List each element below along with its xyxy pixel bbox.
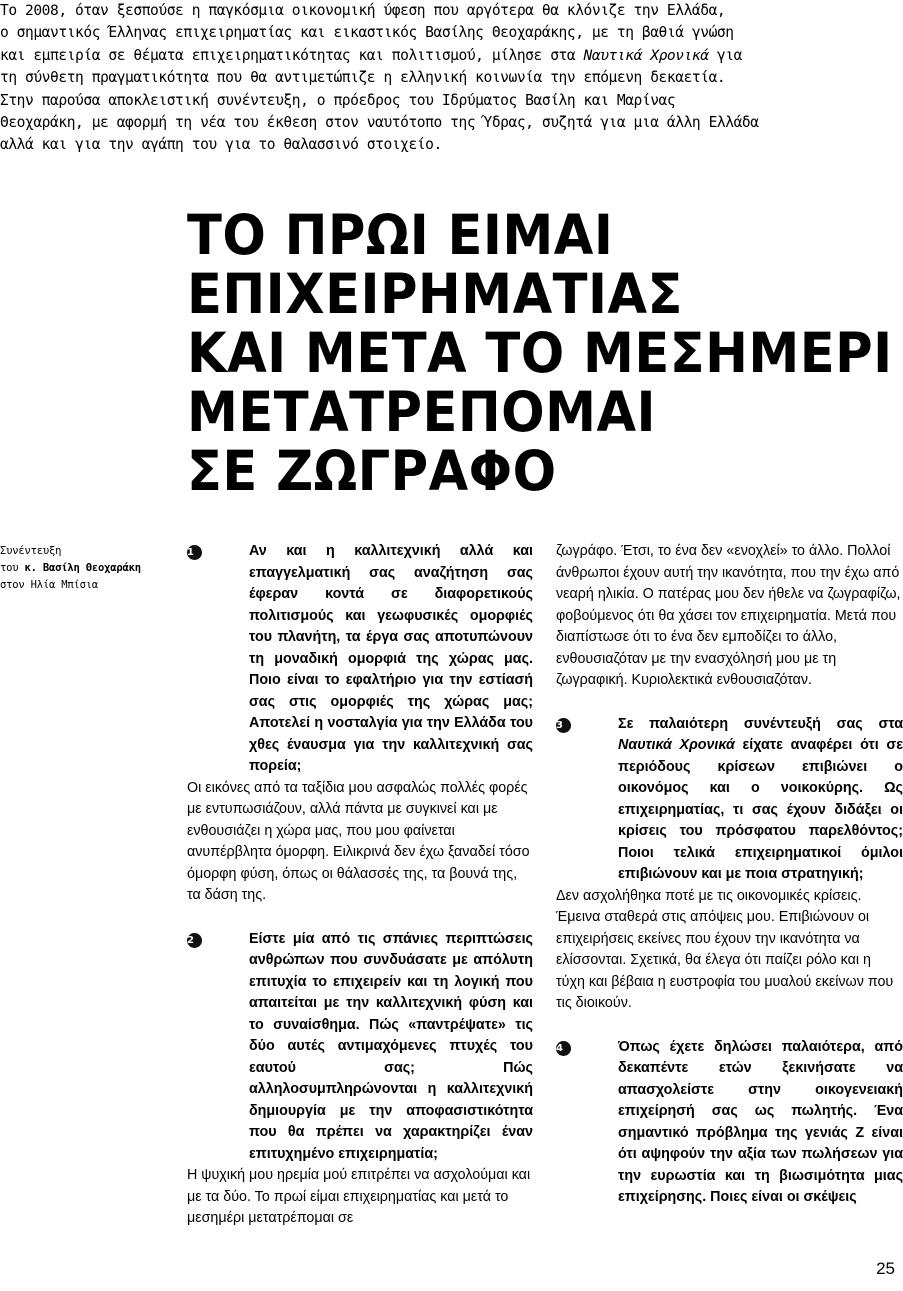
question: 2 Είστε μία από τις σπάνιες περιπτώσεις ανθρώπων που συνδυάσατε με απόλυτη επιτυχία το επιχειρείν και τη λογική που απαιτείται με την καλλιτεχνική φύση και το συναίσθημα. Πώς «παντρέψατε» τις δύο αυτές αντιμαχόμενες πτυχές του εαυτού σας; Πώς αλληλοσυμπληρώνονται η καλλιτεχνική δημιουργία με την αποφασιστικότητα που θα πρέπει να χαρακτηρίζει έναν επιτυχημένο επιχειρηματία;: [187, 930, 533, 1162]
magazine-title: Ναυτικά Χρονικά: [618, 737, 735, 753]
article-column-left: [187, 541, 533, 1230]
headline-line: ΚΑΙ ΜΕΤΑ ΤΟ ΜΕΣΗΜΕΡΙ: [187, 321, 893, 385]
headline-line: ΜΕΤΑΤΡΕΠΟΜΑΙ: [187, 380, 657, 444]
intro-line: Στην παρούσα αποκλειστική συνέντευξη, ο πρόεδρος του Ιδρύματος Βασίλη και Μαρίνας: [0, 91, 676, 109]
intro-line: Το 2008, όταν ξεσπούσε η παγκόσμια οικονομική ύφεση που αργότερα θα κλόνιζε την Ελλάδα,: [0, 2, 726, 19]
qa-block: [187, 929, 533, 1230]
magazine-title: Ναυτικά Χρονικά: [583, 46, 709, 64]
intro-line: και εμπειρία σε θέματα επιχειρηματικότητας και πολιτισμού, μίλησε στα Ναυτικά Χρονικά για: [0, 46, 742, 64]
question-number-badge: 1: [187, 545, 202, 560]
article-column-right: [556, 541, 903, 1209]
qa-block: [187, 541, 533, 907]
question-number-badge: 2: [187, 933, 202, 948]
answer-continued: ζωγράφο. Έτσι, το ένα δεν «ενοχλεί» το άλλο. Πολλοί άνθρωποι έχουν αυτή την ικανότητα, που την έχω από νεαρή ηλικία. Ο πατέρας μου δεν ήθελε να ζωγραφίζω, φοβούμενος ότι θα χάσει τον επιχειρηματία. Μετά που διαπίστωσε ότι το ένα δεν εμποδίζει το άλλο, ενθουσιαζόταν με την ενασχόλησή μου με τη ζωγραφική. Κυριολεκτικά ενθουσιαζόταν.: [556, 543, 901, 688]
question: 1 Αν και η καλλιτεχνική αλλά και επαγγελματική σας αναζήτηση σας έφεραν κοντά σε διαφορετικούς πολιτισμούς και γεωφυσικές ομορφιές του πλανήτη, τα έργα σας αποτυπώνουν τη μοναδική ομορφιά της χώρας μας. Ποιο είναι το εφαλτήριο για την εστίασή σας στις ομορφιές της χώρας μας; Αποτελεί η νοσταλγία για την Ελλάδα του χθες έναυσμα για την καλλιτεχνική σας πορεία;: [187, 543, 533, 774]
answer: Δεν ασχολήθηκα ποτέ με τις οικονομικές κρίσεις. Έμεινα σταθερά στις απόψεις μου. Επιβιώνουν οι επιχειρήσεις εκείνες που έχουν την ικανότητα να ελίσσονται. Σχετικά, θα έλεγα ότι παίζει ρόλο και η τύχη και βέβαια η ευστροφία του μυαλού εκείνων που τις διοικούν.: [556, 887, 894, 1011]
answer: Η ψυχική μου ηρεμία μού επιτρέπει να ασχολούμαι και με τα δύο. Το πρωί είμαι επιχειρηματίας και μετά το μεσημέρι μετατρέπομαι σε: [187, 1167, 531, 1226]
headline-line: ΤΟ ΠΡΩΙ ΕΙΜΑΙ: [187, 203, 614, 267]
byline: [0, 543, 180, 594]
question-number-badge: 4: [556, 1041, 571, 1056]
intro-line: τη σύνθετη πραγματικότητα που θα αντιμετώπιζε η ελληνική κοινωνία την επόμενη δεκαετία.: [0, 69, 726, 87]
intro-line: αλλά και για την αγάπη του για το θαλασσινό στοιχείο.: [0, 136, 442, 154]
byline-label: Συνέντευξη: [0, 545, 62, 557]
intro-paragraph: [0, 0, 890, 157]
byline-interviewee: του κ. Βασίλη Θεοχαράκη: [0, 562, 141, 574]
article-headline: [187, 203, 893, 503]
headline-line: ΣΕ ΖΩΓΡΑΦΟ: [187, 439, 557, 503]
question-number-badge: 3: [556, 718, 571, 733]
intro-line: Θεοχαράκη, με αφορμή τη νέα του έκθεση στον ναυτότοπο της Ύδρας, συζητά για μια άλλη Ελλάδα: [0, 114, 759, 132]
answer: Οι εικόνες από τα ταξίδια μου ασφαλώς πολλές φορές με εντυπωσιάζουν, αλλά πάντα με συγκινεί και με ενθουσιάζει η χώρα μας, που μου φαίνεται ανυπέρβλητα όμορφη. Ειλικρινά δεν έχω ξαναδεί τόσο όμορφη φύση, όπως οι θάλασσές της, τα βουνά της, τα δάση της.: [187, 779, 530, 903]
question: 3 Σε παλαιότερη συνέντευξή σας στα Ναυτικά Χρονικά είχατε αναφέρει ότι σε περιόδους κρίσεων επιβιώνει ο οικονόμος και ο νοικοκύρης. Ως επιχειρηματίας, τι σας έχουν διδάξει οι κρίσεις του πρόσφατου παρελθόντος; Ποιοι τελικά επιχειρηματικοί όμιλοι επιβιώνουν και με ποια στρατηγική;: [556, 715, 903, 882]
qa-block: [556, 714, 903, 1015]
page-number: 25: [876, 1259, 895, 1278]
headline-line: ΕΠΙΧΕΙΡΗΜΑΤΙΑΣ: [187, 262, 683, 326]
byline-interviewer: στον Ηλία Μπίσια: [0, 579, 98, 591]
intro-line: ο σημαντικός Έλληνας επιχειρηματίας και εικαστικός Βασίλης Θεοχαράκης, με τη βαθιά γνώση: [0, 24, 734, 42]
qa-block: [556, 1037, 903, 1209]
question: 4 Όπως έχετε δηλώσει παλαιότερα, από δεκαπέντε ετών ξεκινήσατε να απασχολείστε στην οικογενειακή επιχείρησή σας ως πωλητής. Ένα σημαντικό πρόβλημα της γενιάς Ζ είναι ότι αψηφούν την αξία των πωλήσεων για την ευρωστία και τη βιωσιμότητα μιας επιχείρησης. Ποιες είναι οι σκέψεις: [556, 1038, 903, 1205]
